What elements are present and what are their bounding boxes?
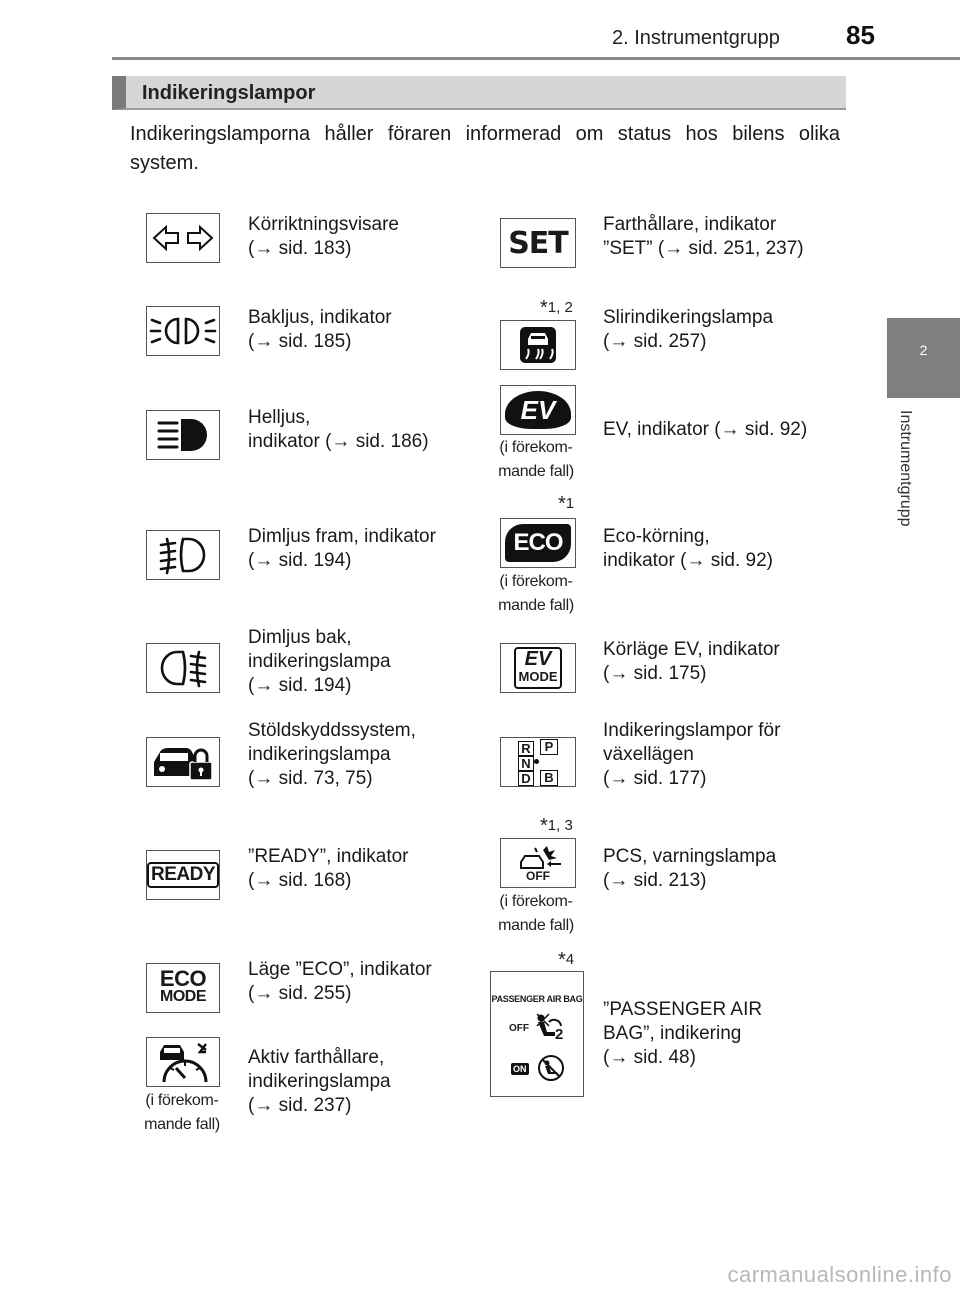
security-desc: Stöldskyddssystem, indikeringslampa (→ sid. 73, 75) — [248, 720, 416, 789]
passenger-airbag-icon — [490, 971, 584, 1097]
airbag-title: PASSENGER AIR BAG — [491, 994, 583, 1004]
pcs-desc: PCS, varningslampa (→ sid. 213) — [603, 846, 777, 891]
ev-desc: EV, indikator (→ sid. 92) — [603, 419, 808, 440]
tail-light-icon — [146, 306, 220, 356]
eco-drive-note: (i förekom- mande fall) — [498, 573, 574, 614]
ev-mode-mode: MODE — [518, 669, 558, 684]
ev-mode-desc: Körläge EV, indikator (→ sid. 175) — [603, 639, 780, 684]
ready-label: READY — [147, 862, 219, 888]
chapter-title: 2. Instrumentgrupp — [612, 27, 780, 49]
intro-paragraph: Indikeringslamporna håller föraren informerad om status hos bilens olika system. — [130, 123, 840, 174]
shift-d: D — [518, 771, 534, 786]
security-icon — [146, 737, 220, 787]
pcs-note: (i förekom- mande fall) — [498, 893, 574, 934]
tail-light-desc: Bakljus, indikator (→ sid. 185) — [248, 307, 392, 352]
eco-drive-icon — [500, 518, 576, 568]
eco-mode-desc: Läge ”ECO”, indikator (→ sid. 255) — [248, 959, 432, 1004]
shift-n: N — [518, 756, 534, 771]
section-title: Indikeringslampor — [142, 82, 316, 104]
chapter-tab — [887, 318, 960, 398]
shift-dot — [534, 759, 539, 764]
slip-footnote: *1, 2 — [540, 297, 573, 319]
high-beam-desc: Helljus, indikator (→ sid. 186) — [248, 407, 429, 452]
pcs-off-label: OFF — [526, 869, 550, 883]
eco-drive-label: ECO — [505, 524, 571, 562]
shift-p: P — [540, 739, 558, 755]
rear-fog-desc: Dimljus bak, indikeringslampa (→ sid. 194) — [248, 627, 391, 696]
airbag-on-label: ON — [513, 1064, 527, 1074]
eco-mode-eco: ECO — [159, 966, 207, 991]
eco-drive-footnote: *1 — [558, 493, 575, 515]
airbag-off-label: OFF — [509, 1023, 529, 1034]
ev-mode-ev: EV — [524, 648, 552, 670]
chapter-tab-label: Instrumentgrupp — [897, 410, 914, 527]
eco-mode-icon — [146, 963, 220, 1013]
ev-icon — [500, 385, 576, 435]
pcs-warning-icon — [500, 838, 576, 888]
turn-signal-desc: Körriktningsvisare (→ sid. 183) — [248, 214, 399, 259]
ev-mode-icon — [500, 643, 576, 693]
ev-note: (i förekom- mande fall) — [498, 439, 574, 480]
set-desc: Farthållare, indikator ”SET” (→ sid. 251, 237) — [603, 214, 804, 259]
ready-icon — [146, 850, 220, 900]
front-fog-icon — [146, 530, 220, 580]
high-beam-icon — [146, 410, 220, 460]
shift-position-icon — [500, 737, 576, 787]
pcs-footnote: *1, 3 — [540, 815, 573, 837]
ev-label: EV — [505, 391, 571, 429]
ready-desc: ”READY”, indikator (→ sid. 168) — [248, 846, 409, 891]
cruise-control-icon — [146, 1037, 220, 1087]
airbag-seat-number: 2 — [555, 1026, 564, 1043]
shift-b: B — [540, 770, 558, 786]
slip-desc: Slirindikeringslampa (→ sid. 257) — [603, 307, 774, 352]
shift-position-desc: Indikeringslampor för växellägen (→ sid. 177) — [603, 720, 781, 789]
turn-signal-icon — [146, 213, 220, 263]
cruise-control-desc: Aktiv farthållare, indikeringslampa (→ sid. 237) — [248, 1047, 391, 1116]
cruise-control-note: (i förekom- mande fall) — [144, 1092, 220, 1133]
page-number: 85 — [846, 20, 875, 50]
airbag-footnote: *4 — [558, 949, 575, 971]
front-fog-desc: Dimljus fram, indikator (→ sid. 194) — [248, 526, 436, 571]
eco-mode-mode: MODE — [160, 988, 206, 1005]
chapter-tab-number: 2 — [919, 342, 928, 358]
header-rule — [112, 57, 960, 60]
rear-fog-icon — [146, 643, 220, 693]
airbag-desc: ”PASSENGER AIR BAG”, indikering (→ sid. 48) — [603, 999, 763, 1068]
slip-indicator-icon — [500, 320, 576, 370]
set-icon — [500, 218, 576, 268]
shift-r: R — [518, 741, 534, 756]
section-header — [112, 76, 846, 110]
set-label: SET — [508, 225, 568, 261]
watermark: carmanualsonline.info — [727, 1262, 952, 1287]
eco-drive-desc: Eco-körning, indikator (→ sid. 92) — [603, 526, 774, 571]
